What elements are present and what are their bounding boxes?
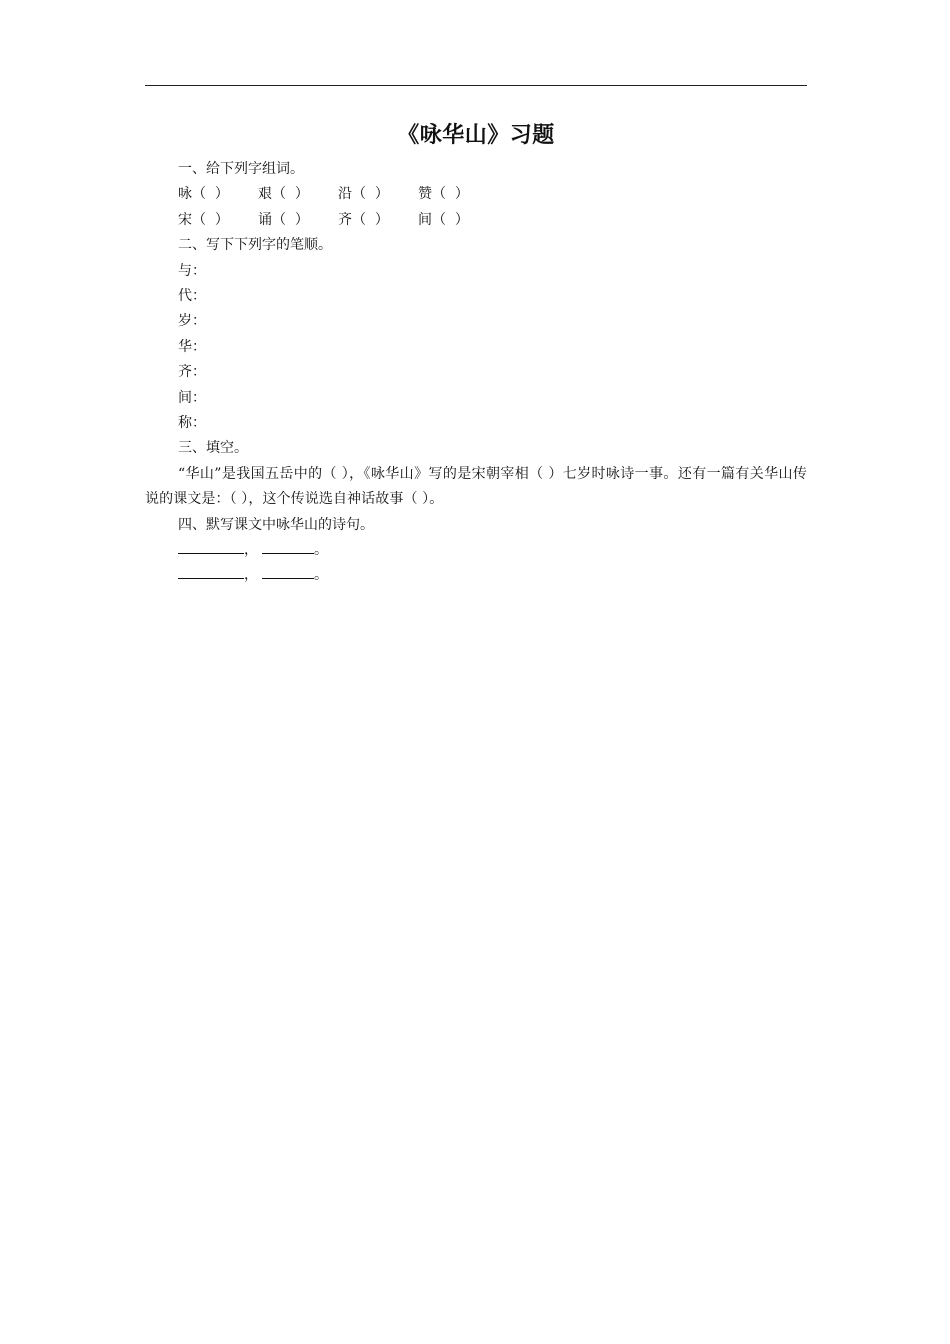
period-mark: 。 <box>314 541 328 558</box>
word-item: 诵（ ） <box>258 211 309 228</box>
section3-heading: 三、填空。 <box>178 440 248 457</box>
header-rule <box>145 85 807 86</box>
word-item: 咏（ ） <box>178 186 229 203</box>
stroke-order-item: 间： <box>178 389 206 406</box>
page-title: 《咏华山》习题 <box>397 123 555 148</box>
section3-paragraph: “华山”是我国五岳中的（ ），《咏华山》写的是宋朝宰相（ ）七岁时咏诗一事。还有一篇有关华山传说的课文是：（ ），这个传说选自神话故事（ ）。 <box>145 465 807 508</box>
section1-row1 <box>145 182 807 207</box>
poem-blank-line <box>145 538 807 563</box>
section2-heading: 二、写下下列字的笔顺。 <box>178 237 332 254</box>
section1-heading: 一、给下列字组词。 <box>178 161 304 177</box>
word-item: 齐（ ） <box>338 211 389 228</box>
word-item: 宋（ ） <box>178 211 229 228</box>
word-item: 沿（ ） <box>338 186 389 203</box>
answer-blank[interactable] <box>178 563 244 579</box>
stroke-order-item: 代： <box>178 287 206 304</box>
word-item: 赞（ ） <box>418 186 469 203</box>
stroke-order-item: 岁： <box>178 313 206 330</box>
poem-blank-line <box>145 563 807 588</box>
stroke-order-item: 与： <box>178 262 206 279</box>
stroke-order-item: 华： <box>178 338 206 355</box>
answer-blank[interactable] <box>178 538 244 554</box>
stroke-order-item: 称： <box>178 414 206 431</box>
stroke-order-item: 齐： <box>178 364 206 381</box>
word-item: 艰（ ） <box>258 186 309 203</box>
answer-blank[interactable] <box>262 538 314 554</box>
comma-mark: ， <box>244 541 258 558</box>
word-item: 间（ ） <box>418 211 469 228</box>
section4-heading: 四、默写课文中咏华山的诗句。 <box>178 516 374 533</box>
period-mark: 。 <box>314 567 328 584</box>
section1-row2 <box>145 208 807 233</box>
answer-blank[interactable] <box>262 563 314 579</box>
comma-mark: ， <box>244 567 258 584</box>
document-body <box>145 157 807 589</box>
